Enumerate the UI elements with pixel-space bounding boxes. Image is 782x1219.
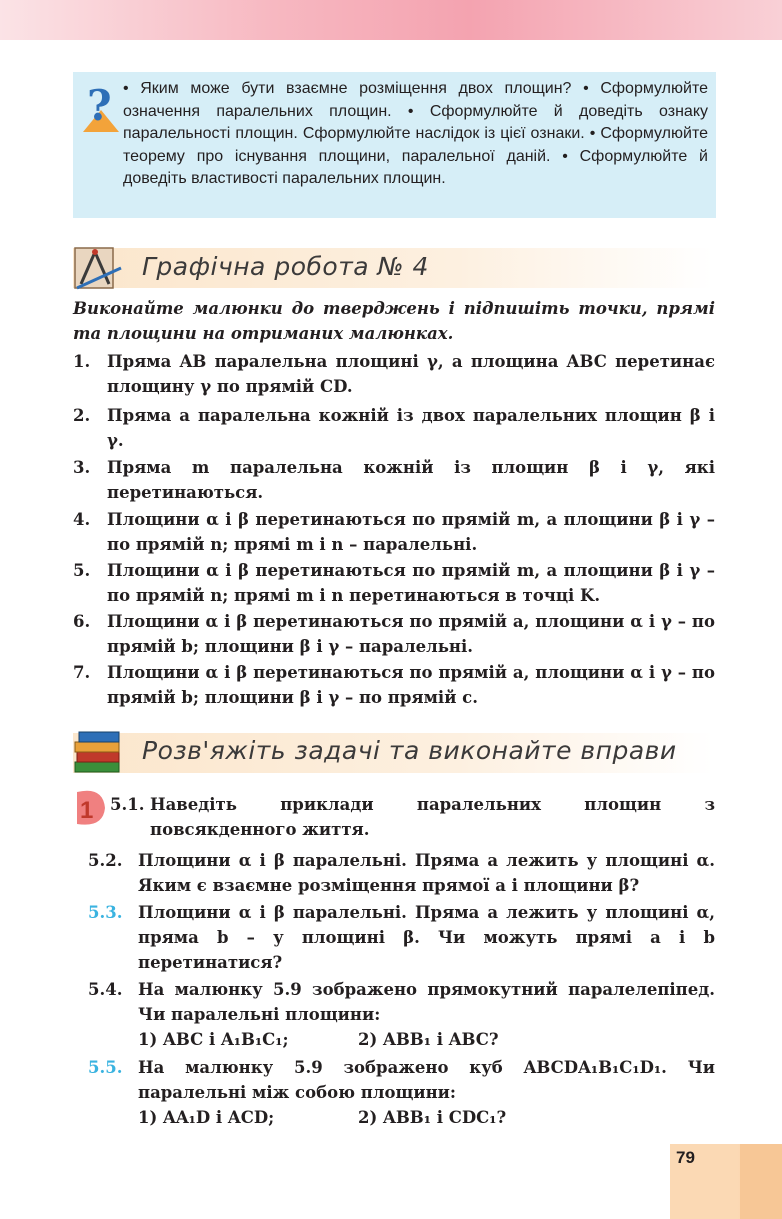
page-number: 79 <box>676 1148 695 1167</box>
item-text: Площини α і β перетинаються по прямій a, площини α і γ – по прямій b; площини β і γ – паралельні. <box>107 612 715 656</box>
review-questions-box <box>73 72 716 218</box>
problem-text: Площини α і β паралельні. Пряма a лежить у площині α, пряма b – у площині β. Чи можуть прямі a і b перетинатися? <box>138 903 715 972</box>
difficulty-level-badge <box>73 788 107 828</box>
item-text: Площини α і β перетинаються по прямій m, а площини β і γ – по прямій n; прямі m і n – паралельні. <box>107 510 715 554</box>
problem-subitem: 1) ABC і A₁B₁C₁; <box>138 1030 289 1049</box>
top-decorative-band <box>0 0 782 40</box>
level-number: 1 <box>80 797 94 824</box>
question-mark-icon <box>81 80 121 134</box>
problem-number: 5.1. <box>110 795 145 814</box>
problem-subitem: 1) AA₁D і ACD; <box>138 1108 275 1127</box>
item-number: 4. <box>73 510 91 529</box>
item-text: Площини α і β перетинаються по прямій m, а площини β і γ – по прямій n; прямі m і n перетинаються в точці K. <box>107 561 715 605</box>
page-corner-stripe <box>740 1144 782 1219</box>
item-text: Пряма AB паралельна площині γ, а площина ABC перетинає площину γ по прямій CD. <box>107 352 715 396</box>
item-text: Площини α і β перетинаються по прямій a, площини α і γ – по прямій b; площини β і γ – по прямій c. <box>107 663 715 707</box>
exercises-title: Розв'яжіть задачі та виконайте вправи <box>142 736 677 765</box>
problem-text: На малюнку 5.9 зображено куб ABCDA₁B₁C₁D₁. Чи паралельні між собою площини: <box>138 1058 715 1102</box>
problem-number: 5.5. <box>88 1058 123 1077</box>
item-text: Пряма m паралельна кожній із площин β і γ, які перетинаються. <box>107 458 715 502</box>
item-number: 3. <box>73 458 91 477</box>
problem-text: На малюнку 5.9 зображено прямокутний паралелепіпед. Чи паралельні площини: <box>138 980 715 1024</box>
problem-subitem: 2) ABB₁ і CDC₁? <box>358 1108 507 1127</box>
problem-text: Площини α і β паралельні. Пряма a лежить у площині α. Яким є взаємне розміщення прямої a і площини β? <box>138 851 715 895</box>
problem-number: 5.2. <box>88 851 123 870</box>
item-number: 2. <box>73 406 91 425</box>
svg-text:?: ? <box>87 81 112 130</box>
compass-drawing-icon <box>73 244 125 292</box>
problem-text: Наведіть приклади паралельних площин з повсякденного життя. <box>150 795 715 839</box>
item-number: 6. <box>73 612 91 631</box>
graphic-work-title: Графічна робота № 4 <box>142 252 429 281</box>
books-icon <box>73 728 125 776</box>
item-text: Пряма a паралельна кожній із двох паралельних площин β і γ. <box>107 406 715 450</box>
graphic-work-instruction: Виконайте малюнки до тверджень і підпишіть точки, прямі та площини на отриманих малюнках. <box>73 299 715 343</box>
item-number: 1. <box>73 352 91 371</box>
item-number: 7. <box>73 663 91 682</box>
problem-number: 5.4. <box>88 980 123 999</box>
item-number: 5. <box>73 561 91 580</box>
problem-number: 5.3. <box>88 903 123 922</box>
problem-subitem: 2) ABB₁ і ABC? <box>358 1030 499 1049</box>
review-questions-text: • Яким може бути взаємне розміщення двох площин? • Сформулюйте означення паралельних площин. • Сформулюйте й доведіть ознаку паралельності площин. Сформулюйте наслідок із цієї ознаки. • Сформулюйте теорему про існування площини, паралельної даній. • Сформулюйте й доведіть властивості паралельних площин. <box>123 80 708 188</box>
